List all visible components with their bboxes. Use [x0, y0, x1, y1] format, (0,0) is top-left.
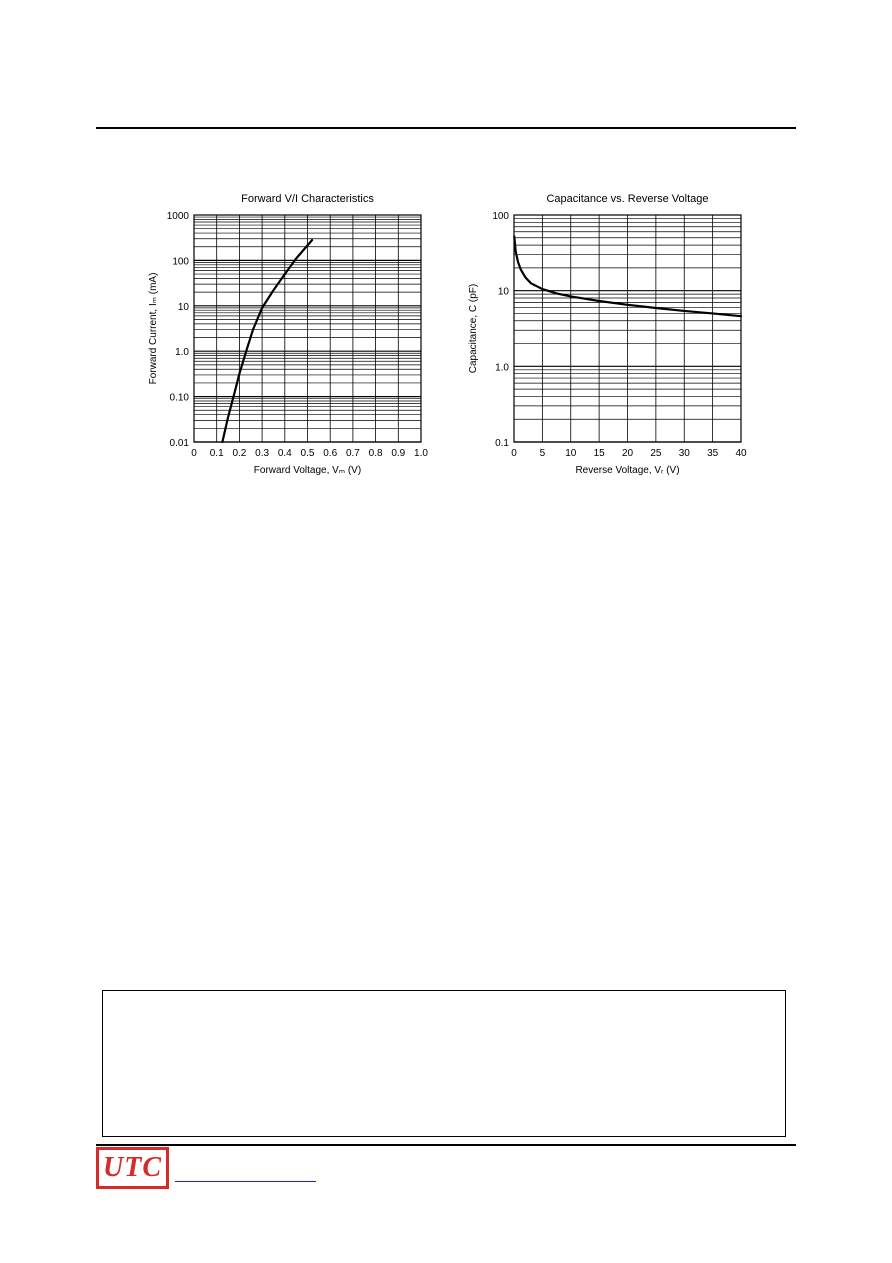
- capacitance-chart: [0, 0, 892, 520]
- chart1-title: Forward V/I Characteristics: [241, 193, 374, 205]
- x-tick-label: 0.1: [209, 448, 224, 459]
- website-link-underline[interactable]: [175, 1181, 316, 1182]
- x-tick-label: 25: [650, 448, 662, 459]
- y-tick-label: 0.01: [169, 438, 189, 449]
- y-tick-label: 1.0: [495, 362, 509, 374]
- x-tick-label: 20: [621, 448, 634, 459]
- x-axis-label: Forward Voltage, Vₘ (V): [253, 465, 362, 476]
- x-tick-label: 0: [191, 448, 197, 459]
- note-box: [102, 990, 786, 1137]
- x-tick-label: 35: [707, 448, 719, 459]
- y-tick-label: 1.0: [175, 347, 189, 359]
- x-tick-label: 0.8: [368, 448, 383, 459]
- x-tick-label: 0.4: [277, 448, 292, 459]
- x-tick-label: 30: [678, 448, 690, 459]
- y-tick-label: 0.10: [169, 392, 189, 404]
- x-tick-label: 0.5: [300, 448, 315, 459]
- x-tick-label: 1.0: [414, 448, 428, 459]
- y-tick-label: 0.1: [495, 438, 509, 449]
- x-tick-label: 40: [735, 448, 747, 459]
- y-axis-label: Capacitance, C (pF): [468, 283, 479, 374]
- x-tick-label: 15: [593, 448, 605, 459]
- x-axis-label: Reverse Voltage, Vᵣ (V): [575, 465, 680, 476]
- y-tick-label: 1000: [166, 211, 189, 222]
- footer-rule: [96, 1144, 796, 1146]
- x-tick-label: 10: [565, 448, 577, 459]
- x-tick-label: 0.9: [391, 448, 406, 459]
- x-tick-label: 0: [511, 448, 517, 459]
- x-tick-label: 0.7: [345, 448, 360, 459]
- y-tick-label: 10: [177, 301, 189, 313]
- utc-logo: UTC: [96, 1147, 169, 1189]
- x-tick-label: 5: [539, 448, 546, 459]
- y-axis-label: Forward Current, Iₘ (mA): [148, 272, 159, 385]
- y-tick-label: 100: [492, 211, 509, 222]
- y-tick-label: 100: [172, 256, 189, 268]
- x-tick-label: 0.6: [323, 448, 338, 459]
- chart2-title: Capacitance vs. Reverse Voltage: [546, 193, 709, 205]
- x-tick-label: 0.3: [255, 448, 270, 459]
- y-tick-label: 10: [497, 286, 509, 298]
- x-tick-label: 0.2: [232, 448, 247, 459]
